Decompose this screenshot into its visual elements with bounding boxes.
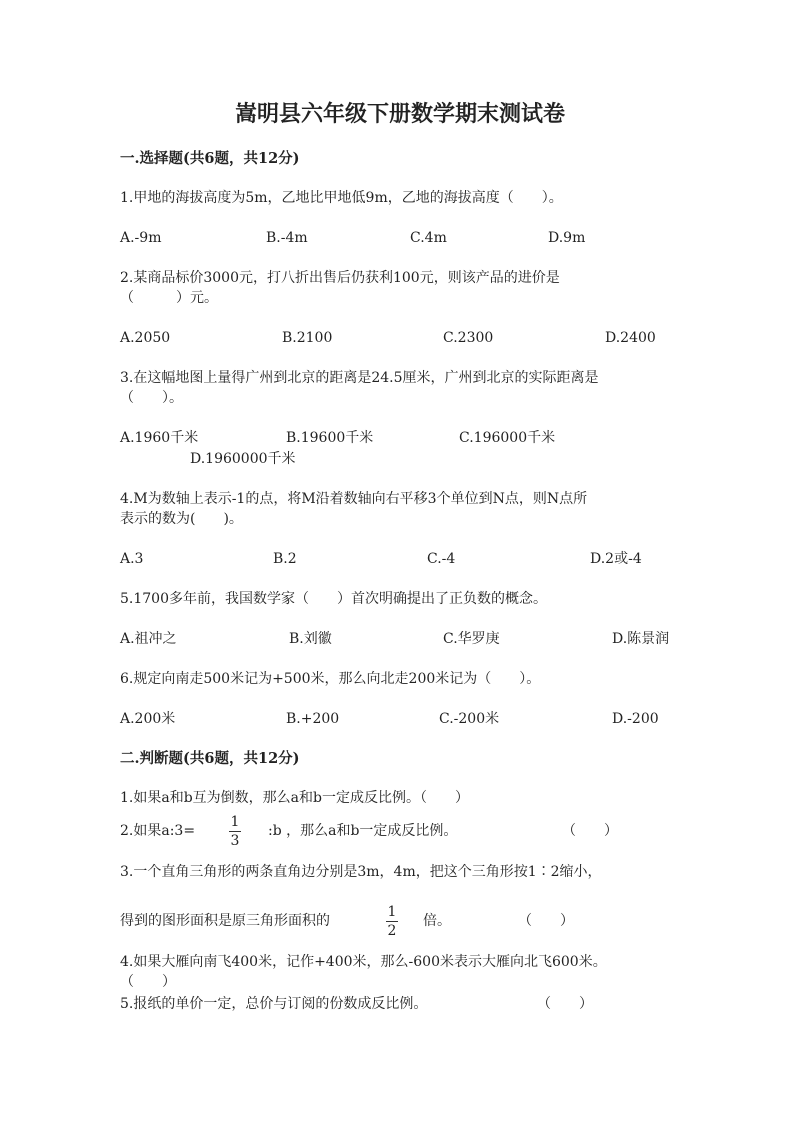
- question-text: 2.某商品标价3000元，打八折出售后仍获利100元，则该产品的进价是: [120, 270, 560, 286]
- fraction-one-third: [229, 814, 241, 849]
- option-b: B.2100: [282, 330, 333, 346]
- judge-question-post: 倍。: [423, 913, 451, 929]
- judge-question: 5.报纸的单价一定，总价与订阅的份数成反比例。: [120, 996, 428, 1012]
- judge-question-post: :b ，那么a和b一定成反比例。: [268, 823, 458, 839]
- judge-question: 4.如果大雁向南飞400米，记作+400米，那么-600米表示大雁向北飞600米。: [120, 954, 607, 970]
- question-text: 4.M为数轴上表示-1的点，将M沿着数轴向右平移3个单位到N点，则N点所: [120, 491, 588, 507]
- option-a: A.-9m: [120, 230, 162, 246]
- question-text: 3.在这幅地图上量得广州到北京的距离是24.5厘米，广州到北京的实际距离是: [120, 370, 599, 386]
- option-b: B.-4m: [266, 230, 308, 246]
- option-c: C.华罗庚: [443, 631, 500, 647]
- question-text: 6.规定向南走500米记为+500米，那么向北走200米记为（ ）。: [120, 671, 541, 687]
- fraction-numerator: 1: [230, 814, 240, 830]
- option-d: D.9m: [548, 230, 586, 246]
- option-c: C.2300: [443, 330, 494, 346]
- option-a: A.1960千米: [120, 430, 199, 446]
- question-text: 1.甲地的海拔高度为5m，乙地比甲地低9m，乙地的海拔高度（ ）。: [120, 190, 563, 206]
- question-text-cont: （ ）。: [120, 390, 183, 406]
- option-c: C.-4: [427, 551, 456, 567]
- answer-paren: （ ）: [518, 913, 574, 929]
- option-d: D.1960000千米: [190, 451, 296, 467]
- answer-paren: （ ）: [537, 996, 593, 1012]
- option-a: A.200米: [120, 711, 176, 727]
- fraction-bar: [229, 831, 241, 832]
- option-c: C.4m: [410, 230, 447, 246]
- option-b: B.2: [273, 551, 297, 567]
- question-text: 5.1700多年前，我国数学家（ ）首次明确提出了正负数的概念。: [120, 591, 547, 607]
- question-text-cont: （ ）元。: [120, 290, 218, 306]
- option-b: B.刘徽: [289, 631, 332, 647]
- option-b: B.+200: [286, 711, 340, 727]
- fraction-one-half: [386, 904, 398, 939]
- option-c: C.-200米: [439, 711, 500, 727]
- section-heading-choice: 一.选择题(共6题，共12分): [120, 150, 300, 167]
- option-b: B.19600千米: [286, 430, 374, 446]
- option-d: D.2400: [605, 330, 656, 346]
- option-d: D.-200: [612, 711, 659, 727]
- page-title: 嵩明县六年级下册数学期末测试卷: [234, 101, 565, 127]
- section-heading-judge: 二.判断题(共6题，共12分): [120, 750, 300, 767]
- judge-question: 1.如果a和b互为倒数，那么a和b一定成反比例。（ ）: [120, 790, 469, 806]
- option-d: D.陈景润: [612, 631, 670, 647]
- question-text-cont: 表示的数为( )。: [120, 511, 243, 527]
- judge-question-pre: 得到的图形面积是原三角形面积的: [120, 913, 330, 929]
- option-c: C.196000千米: [459, 430, 556, 446]
- fraction-bar: [386, 921, 398, 922]
- answer-paren: （ ）: [562, 823, 618, 839]
- fraction-numerator: 1: [387, 904, 397, 920]
- option-a: A.3: [120, 551, 144, 567]
- fraction-denominator: 2: [387, 923, 397, 939]
- option-a: A.祖冲之: [120, 631, 177, 647]
- judge-question: 3.一个直角三角形的两条直角边分别是3m，4m，把这个三角形按1∶2缩小，: [120, 864, 602, 880]
- answer-paren: （ ）: [120, 974, 176, 990]
- option-a: A.2050: [120, 330, 171, 346]
- option-d: D.2或-4: [590, 551, 642, 567]
- judge-question-pre: 2.如果a:3=: [120, 823, 196, 839]
- fraction-denominator: 3: [230, 833, 240, 849]
